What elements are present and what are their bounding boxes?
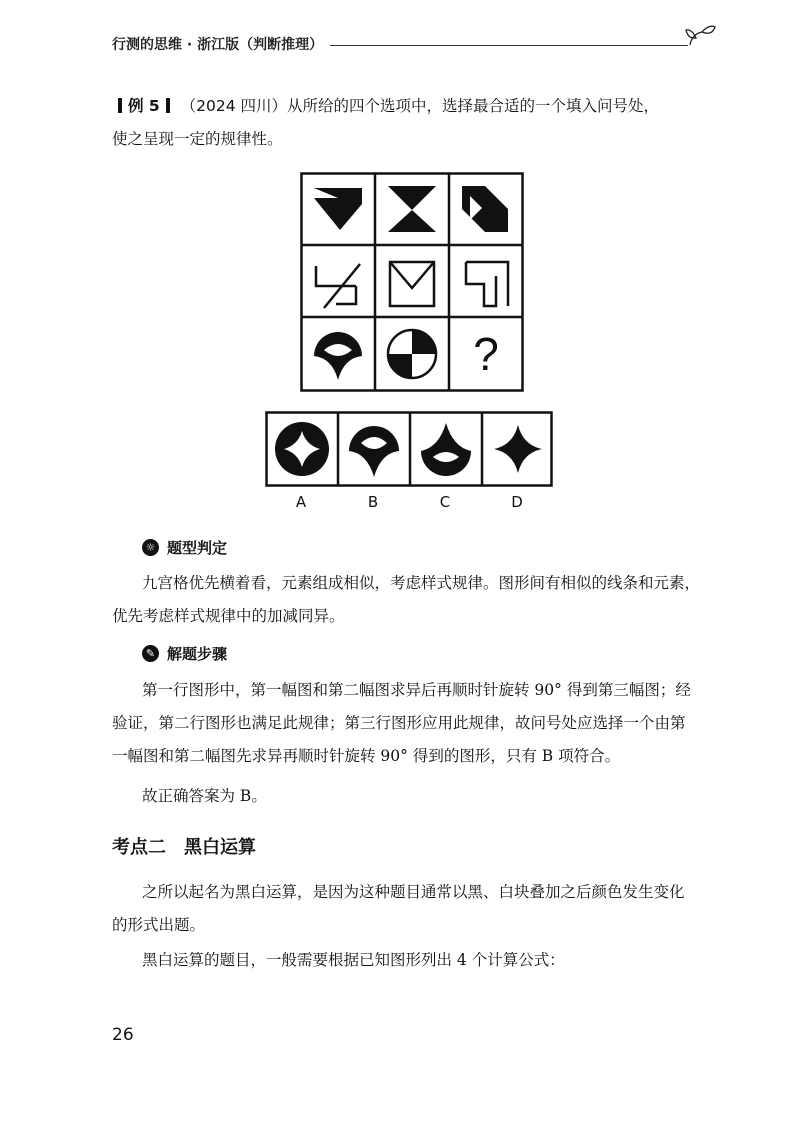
example-question-line2: 使之呈现一定的规律性。 — [112, 130, 283, 148]
options-strip — [265, 411, 553, 487]
section-solution-steps — [142, 643, 227, 664]
option-d-figure — [494, 425, 542, 473]
answer-line: 故正确答案为 B。 — [142, 787, 267, 805]
cell-r1c2 — [388, 186, 436, 232]
running-header — [112, 34, 712, 56]
cell-r2c1 — [316, 264, 360, 308]
cell-r2c2 — [390, 262, 434, 306]
cell-r3c1 — [314, 332, 362, 380]
example-question-line1: 从所给的四个选项中，选择最合适的一个填入问号处， — [287, 97, 660, 115]
header-rule — [330, 45, 688, 46]
section2-line1: 第一行图形中，第一幅图和第二幅图求异后再顺时针旋转 90° 得到第三幅图；经 — [142, 681, 691, 699]
option-a-label: A — [295, 493, 307, 511]
option-c-label: C — [439, 493, 451, 511]
example-source: （2024 四川） — [180, 97, 287, 115]
topic2-heading — [112, 833, 274, 859]
option-a-figure — [275, 422, 329, 476]
lightbulb-icon: ☼ — [142, 539, 159, 556]
section1-title: 题型判定 — [167, 539, 228, 557]
leaf-icon — [682, 20, 718, 56]
cell-r2c3 — [466, 262, 508, 306]
section2-title: 解题步骤 — [167, 645, 228, 663]
page-number: 26 — [112, 1025, 134, 1045]
section2-line2: 验证，第二行图形也满足此规律；第三行图形应用此规律，故问号处应选择一个由第 — [112, 714, 686, 732]
option-b-label: B — [367, 493, 379, 511]
cell-r3c2 — [388, 330, 436, 378]
label-bar-right — [166, 98, 170, 113]
topic2-label: 考点二 — [112, 837, 166, 858]
section-type-judgement — [142, 537, 227, 558]
topic2-para1-line2: 的形式出题。 — [112, 916, 206, 934]
section2-line3: 一幅图和第二幅图先求异再顺时针旋转 90° 得到的图形，只有 B 项符合。 — [112, 747, 621, 765]
topic2-para2: 黑白运算的题目，一般需要根据已知图形列出 4 个计算公式： — [142, 951, 565, 969]
option-b-figure — [349, 426, 399, 477]
label-bar-left — [118, 98, 122, 113]
option-d-label: D — [511, 493, 523, 511]
puzzle-grid — [300, 172, 524, 392]
question-mark: ? — [473, 328, 499, 380]
topic2-para1-line1: 之所以起名为黑白运算，是因为这种题目通常以黑、白块叠加之后颜色发生变化 — [142, 883, 685, 901]
option-c-figure — [421, 423, 471, 476]
section1-line1: 九宫格优先横着看，元素组成相似，考虑样式规律。图形间有相似的线条和元素， — [142, 574, 701, 592]
example-statement — [112, 90, 712, 123]
pencil-icon: ✎ — [142, 645, 159, 662]
topic2-title: 黑白运算 — [184, 837, 256, 858]
cell-r1c1 — [314, 188, 362, 230]
section1-line2: 优先考虑样式规律中的加减同异。 — [112, 607, 345, 625]
example-label: 例 5 — [128, 97, 160, 115]
cell-r1c3 — [462, 186, 508, 232]
header-title: 行测的思维 · 浙江版（判断推理） — [112, 37, 324, 53]
